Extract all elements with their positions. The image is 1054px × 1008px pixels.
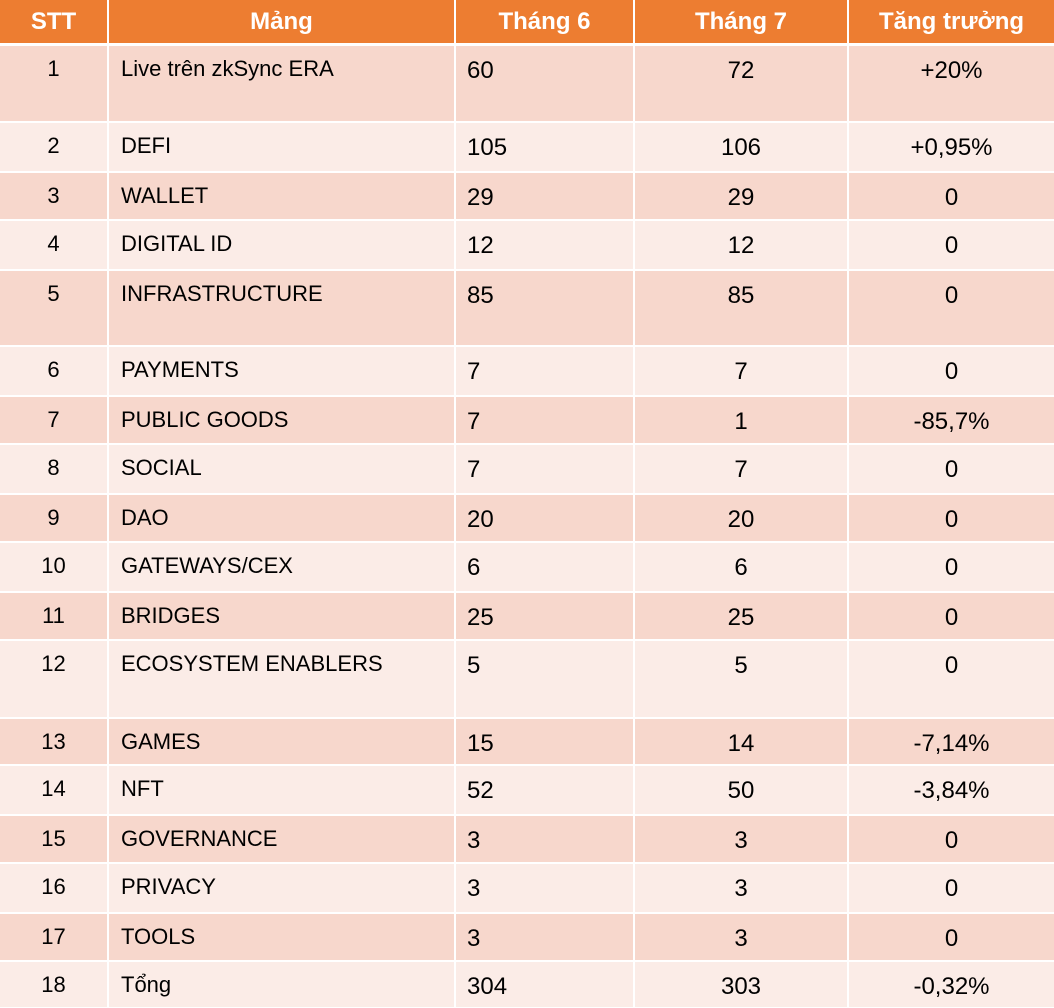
cell-july: 25 <box>635 593 849 641</box>
cell-stt: 2 <box>0 123 109 173</box>
cell-category: Live trên zkSync ERA <box>109 46 456 123</box>
table-row <box>0 719 1054 766</box>
table-row <box>0 593 1054 641</box>
cell-growth: 0 <box>849 864 1054 914</box>
cell-stt: 5 <box>0 271 109 347</box>
cell-stt: 7 <box>0 397 109 445</box>
cell-june: 15 <box>456 719 635 766</box>
cell-category: PAYMENTS <box>109 347 456 397</box>
cell-july: 14 <box>635 719 849 766</box>
cell-stt: 12 <box>0 641 109 719</box>
cell-category: DAO <box>109 495 456 543</box>
table-row <box>0 221 1054 271</box>
cell-stt: 13 <box>0 719 109 766</box>
cell-growth: 0 <box>849 816 1054 864</box>
cell-growth: -85,7% <box>849 397 1054 445</box>
cell-stt: 6 <box>0 347 109 397</box>
cell-category: PRIVACY <box>109 864 456 914</box>
table-row <box>0 543 1054 593</box>
cell-july: 7 <box>635 347 849 397</box>
cell-category: DIGITAL ID <box>109 221 456 271</box>
cell-july: 3 <box>635 914 849 962</box>
table-row <box>0 962 1054 1008</box>
header-july: Tháng 7 <box>635 0 849 46</box>
table-row <box>0 271 1054 347</box>
table-row <box>0 123 1054 173</box>
cell-june: 29 <box>456 173 635 221</box>
table-header <box>0 0 1054 46</box>
cell-stt: 14 <box>0 766 109 816</box>
table-row <box>0 766 1054 816</box>
table-row <box>0 495 1054 543</box>
cell-growth: 0 <box>849 543 1054 593</box>
cell-stt: 8 <box>0 445 109 495</box>
cell-stt: 10 <box>0 543 109 593</box>
cell-stt: 3 <box>0 173 109 221</box>
cell-stt: 16 <box>0 864 109 914</box>
cell-growth: -7,14% <box>849 719 1054 766</box>
cell-category: INFRASTRUCTURE <box>109 271 456 347</box>
cell-june: 3 <box>456 864 635 914</box>
cell-growth: 0 <box>849 173 1054 221</box>
cell-july: 72 <box>635 46 849 123</box>
cell-growth: 0 <box>849 347 1054 397</box>
cell-june: 25 <box>456 593 635 641</box>
cell-stt: 1 <box>0 46 109 123</box>
cell-july: 6 <box>635 543 849 593</box>
header-category: Mảng <box>109 0 456 46</box>
cell-stt: 9 <box>0 495 109 543</box>
cell-june: 7 <box>456 397 635 445</box>
cell-july: 303 <box>635 962 849 1008</box>
table-row <box>0 445 1054 495</box>
header-stt: STT <box>0 0 109 46</box>
cell-july: 5 <box>635 641 849 719</box>
cell-stt: 18 <box>0 962 109 1008</box>
cell-july: 20 <box>635 495 849 543</box>
cell-growth: 0 <box>849 495 1054 543</box>
cell-category: WALLET <box>109 173 456 221</box>
header-growth: Tăng trưởng <box>849 0 1054 46</box>
cell-growth: 0 <box>849 914 1054 962</box>
cell-june: 12 <box>456 221 635 271</box>
cell-june: 85 <box>456 271 635 347</box>
cell-category: BRIDGES <box>109 593 456 641</box>
table-row <box>0 347 1054 397</box>
cell-category: PUBLIC GOODS <box>109 397 456 445</box>
table-body <box>0 46 1054 1008</box>
cell-july: 1 <box>635 397 849 445</box>
cell-growth: 0 <box>849 221 1054 271</box>
table-row <box>0 914 1054 962</box>
cell-category: GOVERNANCE <box>109 816 456 864</box>
header-row <box>0 0 1054 46</box>
cell-growth: +20% <box>849 46 1054 123</box>
table-row <box>0 864 1054 914</box>
cell-category: DEFI <box>109 123 456 173</box>
cell-june: 52 <box>456 766 635 816</box>
cell-june: 7 <box>456 445 635 495</box>
cell-category: GATEWAYS/CEX <box>109 543 456 593</box>
cell-category: TOOLS <box>109 914 456 962</box>
cell-june: 20 <box>456 495 635 543</box>
cell-july: 106 <box>635 123 849 173</box>
table-row <box>0 816 1054 864</box>
cell-july: 3 <box>635 864 849 914</box>
cell-stt: 17 <box>0 914 109 962</box>
cell-june: 7 <box>456 347 635 397</box>
cell-july: 50 <box>635 766 849 816</box>
cell-category: NFT <box>109 766 456 816</box>
cell-stt: 11 <box>0 593 109 641</box>
cell-july: 12 <box>635 221 849 271</box>
cell-growth: -3,84% <box>849 766 1054 816</box>
cell-category: ECOSYSTEM ENABLERS <box>109 641 456 719</box>
cell-june: 304 <box>456 962 635 1008</box>
table-row <box>0 641 1054 719</box>
cell-june: 6 <box>456 543 635 593</box>
cell-growth: -0,32% <box>849 962 1054 1008</box>
table-row <box>0 397 1054 445</box>
cell-july: 7 <box>635 445 849 495</box>
cell-june: 60 <box>456 46 635 123</box>
cell-growth: 0 <box>849 445 1054 495</box>
cell-june: 3 <box>456 816 635 864</box>
table-row <box>0 46 1054 123</box>
cell-category: GAMES <box>109 719 456 766</box>
cell-growth: 0 <box>849 641 1054 719</box>
cell-july: 29 <box>635 173 849 221</box>
cell-june: 105 <box>456 123 635 173</box>
cell-growth: 0 <box>849 271 1054 347</box>
cell-growth: 0 <box>849 593 1054 641</box>
cell-stt: 4 <box>0 221 109 271</box>
cell-category: SOCIAL <box>109 445 456 495</box>
cell-growth: +0,95% <box>849 123 1054 173</box>
cell-stt: 15 <box>0 816 109 864</box>
table-row <box>0 173 1054 221</box>
cell-july: 3 <box>635 816 849 864</box>
cell-july: 85 <box>635 271 849 347</box>
header-june: Tháng 6 <box>456 0 635 46</box>
cell-june: 5 <box>456 641 635 719</box>
cell-june: 3 <box>456 914 635 962</box>
cell-category: Tổng <box>109 962 456 1008</box>
